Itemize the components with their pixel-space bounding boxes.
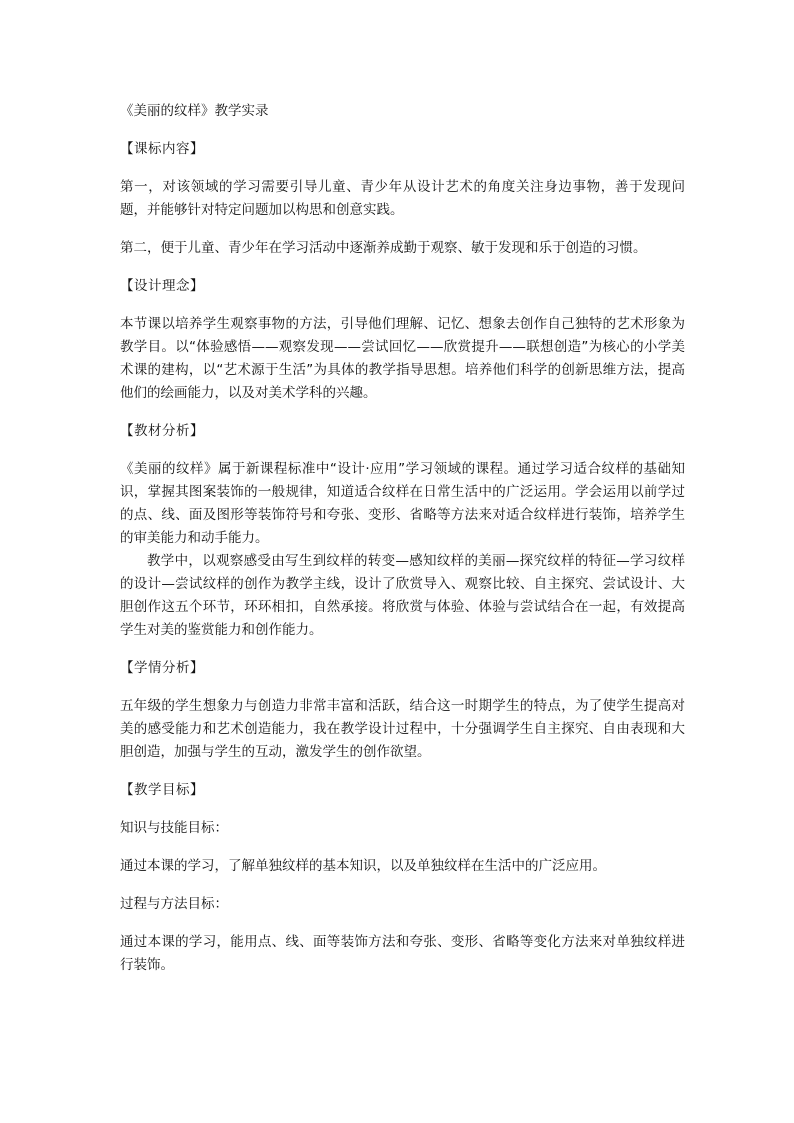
heading-curriculum: 【课标内容】 <box>120 141 204 157</box>
curriculum-paragraph-2: 第二，便于儿童、青少年在学习活动中逐渐养成勤于观察、敏于发现和乐于创造的习惯。 <box>120 240 647 256</box>
document-title: 《美丽的纹样》教学实录 <box>120 103 269 119</box>
material-analysis-paragraph-1: 《美丽的纹样》属于新课程标准中“设计·应用”学习领域的课程。通过学习适合纹样的基础知识，掌握其图案装饰的一般规律，知道适合纹样在日常生活中的广泛运用。学会运用以前学过的点、线、面及图形等装饰符号和夸张、变形、省略等方法来对适合纹样进行装饰，培养学生的审美能力和动手能力。 <box>120 461 685 546</box>
design-concept-paragraph: 本节课以培养学生观察事物的方法，引导他们理解、记忆、想象去创作自己独特的艺术形象为教学目。以“体验感悟——观察发现——尝试回忆——欣赏提升——联想创造”为核心的小学美术课的建构，以“艺术源于生活”为具体的教学指导思想。培养他们科学的创新思维方法，提高他们的绘画能力，以及对美术学科的兴趣。 <box>120 316 685 401</box>
knowledge-goal-text: 通过本课的学习，了解单独纹样的基本知识，以及单独纹样在生活中的广泛应用。 <box>120 858 606 874</box>
heading-teaching-goals: 【教学目标】 <box>120 782 204 798</box>
document-page <box>120 100 685 992</box>
process-goal-label: 过程与方法目标： <box>120 896 228 912</box>
heading-design-concept: 【设计理念】 <box>120 278 204 294</box>
heading-material-analysis: 【教材分析】 <box>120 423 204 439</box>
process-goal-text: 通过本课的学习，能用点、线、面等装饰方法和夸张、变形、省略等变化方法来对单独纹样进行装饰。 <box>120 934 685 973</box>
knowledge-goal-label: 知识与技能目标： <box>120 820 228 836</box>
material-analysis-paragraph-2: 教学中，以观察感受由写生到纹样的转变—感知纹样的美丽—探究纹样的特征—学习纹样的设计—尝试纹样的创作为教学主线，设计了欣赏导入、观察比较、自主探究、尝试设计、大胆创作这五个环节，环环相扣，自然承接。将欣赏与体验、体验与尝试结合在一起，有效提高学生对美的鉴赏能力和创作能力。 <box>120 553 685 638</box>
student-analysis-paragraph: 五年级的学生想象力与创造力非常丰富和活跃，结合这一时期学生的特点，为了使学生提高对美的感受能力和艺术创造能力，我在教学设计过程中，十分强调学生自主探究、自由表现和大胆创造，加强与学生的互动，激发学生的创作欲望。 <box>120 698 685 760</box>
curriculum-paragraph-1: 第一，对该领域的学习需要引导儿童、青少年从设计艺术的角度关注身边事物，善于发现问题，并能够针对特定问题加以构思和创意实践。 <box>120 179 685 218</box>
heading-student-analysis: 【学情分析】 <box>120 660 204 676</box>
